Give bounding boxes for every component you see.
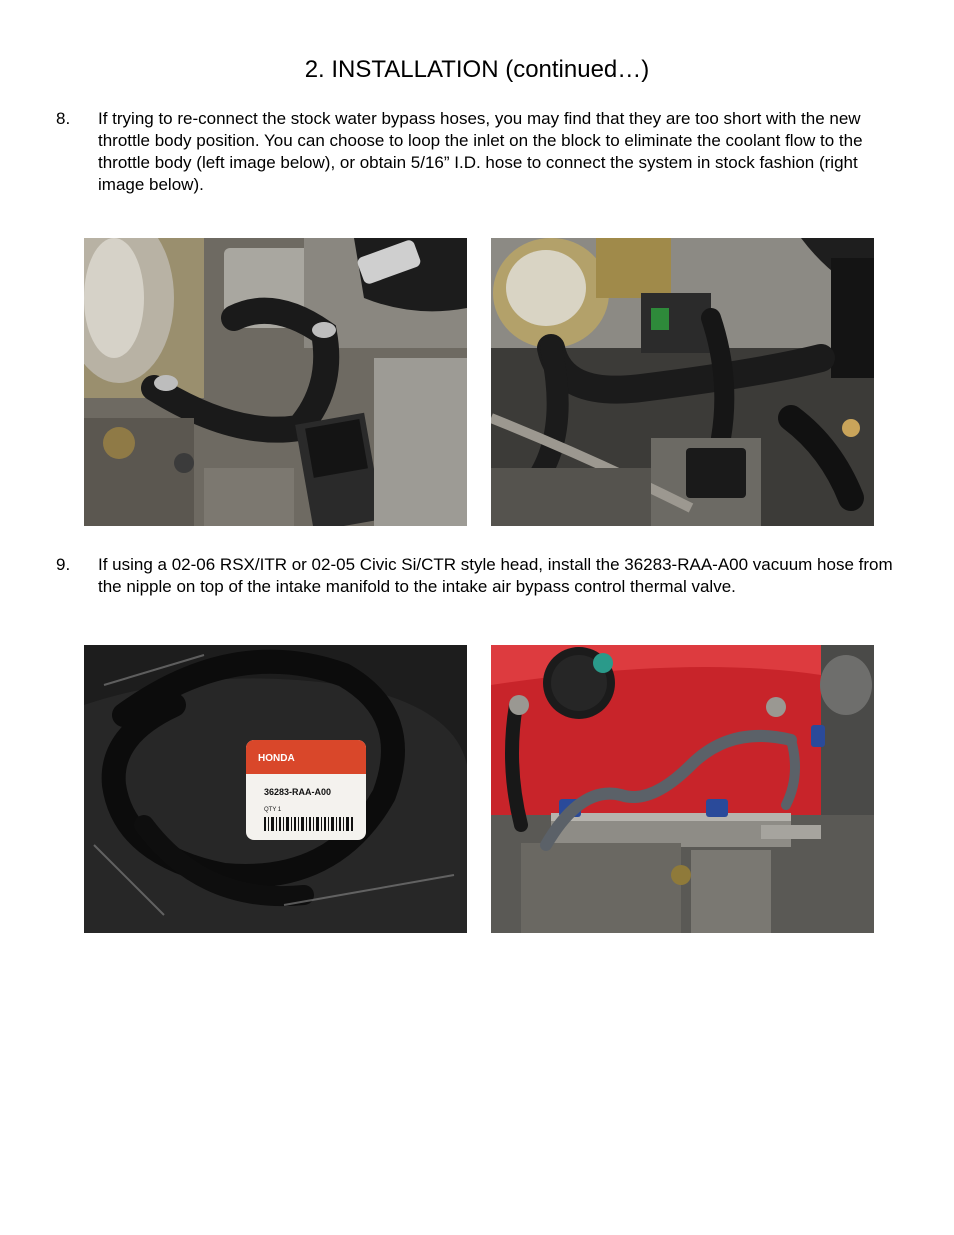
photo-installed-vacuum-hose [491, 645, 874, 933]
photo-stock-hose-routing [491, 238, 874, 526]
label-brand: HONDA [258, 753, 295, 764]
step-text: If using a 02-06 RSX/ITR or 02-05 Civic Si/CTR style head, install the 36283-RAA-A00 vacuum hose from the nipple on top of the intake manifold to the intake air bypass control thermal valve. [98, 555, 893, 596]
step-9 [56, 554, 906, 598]
step-number: 9. [56, 555, 71, 574]
label-qty: QTY 1 [264, 807, 282, 813]
honda-part-label [246, 740, 366, 840]
step-number: 8. [56, 109, 71, 128]
photo-looped-coolant-hose [84, 238, 467, 526]
step-8 [56, 108, 906, 196]
page-title: 2. INSTALLATION (continued…) [304, 56, 650, 83]
step-text: If trying to re-connect the stock water bypass hoses, you may find that they are too short with the new throttle body position. You can choose to loop the inlet on the block to eliminate the coolant flow to the throttle body (left image below), or obtain 5/16” I.D. hose to connect the system in stock fashion (right image below). [98, 109, 863, 194]
label-part-number: 36283-RAA-A00 [264, 787, 332, 797]
photo-vacuum-hose-package [84, 645, 467, 933]
